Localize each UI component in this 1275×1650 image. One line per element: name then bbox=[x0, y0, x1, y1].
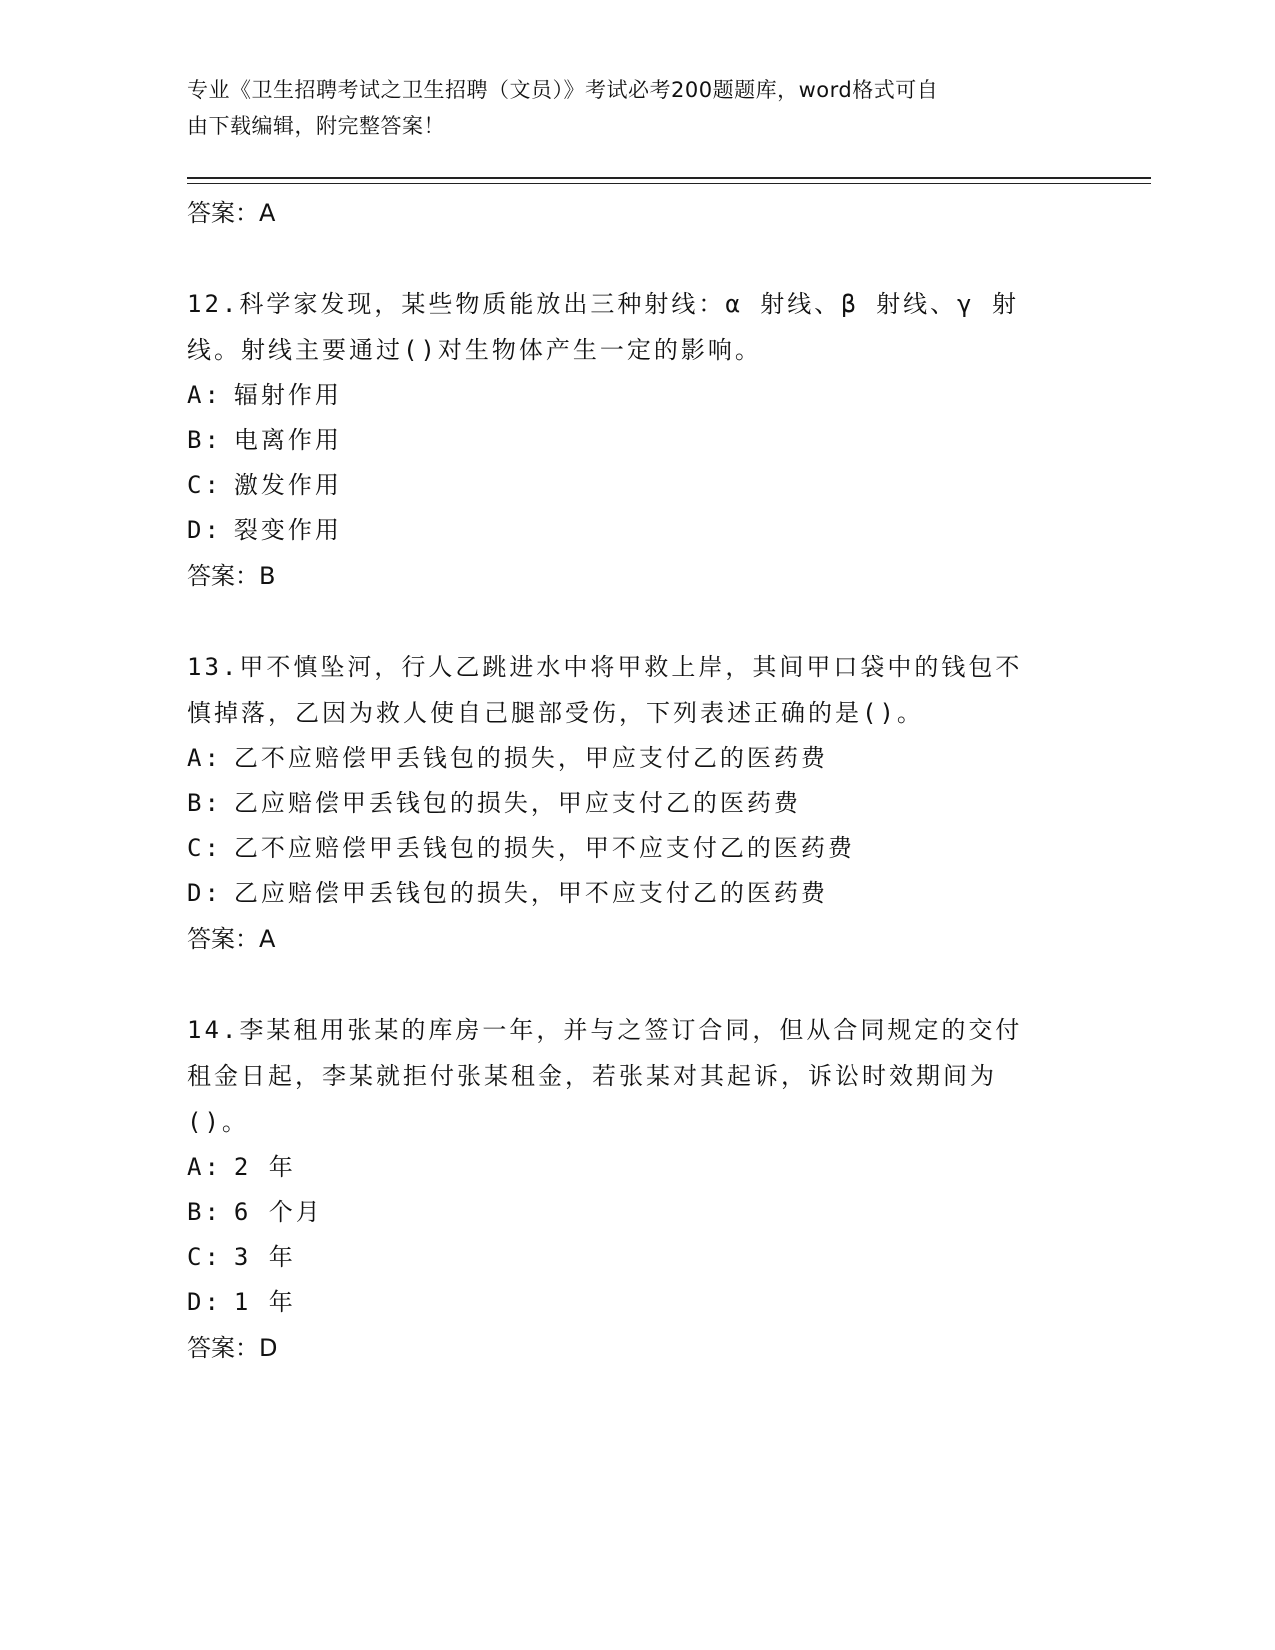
question-line: 租金日起，李某就拒付张某租金，若张某对其起诉，诉讼时效期间为 bbox=[187, 1062, 997, 1090]
question-line: 慎掉落，乙因为救人使自己腿部受伤，下列表述正确的是()。 bbox=[187, 699, 924, 727]
option-letter: A: bbox=[187, 381, 222, 409]
option-text: 激发作用 bbox=[233, 471, 342, 499]
question-text bbox=[187, 644, 1087, 736]
option-text: 电离作用 bbox=[233, 426, 342, 454]
header-line-1: 专业《卫生招聘考试之卫生招聘（文员）》考试必考200题题库，word格式可自 bbox=[187, 78, 939, 102]
option-text: 3 年 bbox=[233, 1243, 296, 1271]
option-d bbox=[187, 871, 1087, 916]
document-content bbox=[187, 190, 1087, 1371]
option-a bbox=[187, 736, 1087, 781]
question-12 bbox=[187, 281, 1087, 599]
option-a bbox=[187, 373, 1087, 418]
question-line: 14.李某租用张某的库房一年，并与之签订合同，但从合同规定的交付 bbox=[187, 1016, 1023, 1044]
option-letter: A: bbox=[187, 1153, 222, 1181]
option-text: 1 年 bbox=[233, 1288, 296, 1316]
option-d bbox=[187, 1280, 1087, 1325]
header-line-2: 由下载编辑，附完整答案！ bbox=[187, 114, 445, 138]
option-c bbox=[187, 1235, 1087, 1280]
question-text bbox=[187, 281, 1087, 373]
option-text: 裂变作用 bbox=[233, 516, 342, 544]
option-text: 乙应赔偿甲丢钱包的损失，甲应支付乙的医药费 bbox=[233, 789, 801, 817]
document-header bbox=[187, 72, 1067, 144]
option-b bbox=[187, 418, 1087, 463]
question-line: 线。射线主要通过()对生物体产生一定的影响。 bbox=[187, 336, 762, 364]
option-letter: B: bbox=[187, 426, 222, 454]
option-a bbox=[187, 1145, 1087, 1190]
answer: 答案：B bbox=[187, 562, 276, 590]
option-b bbox=[187, 1190, 1087, 1235]
option-letter: D: bbox=[187, 879, 222, 907]
question-text bbox=[187, 1007, 1087, 1145]
option-d bbox=[187, 508, 1087, 553]
question-13 bbox=[187, 644, 1087, 962]
option-text: 乙不应赔偿甲丢钱包的损失，甲不应支付乙的医药费 bbox=[233, 834, 855, 862]
option-letter: D: bbox=[187, 516, 222, 544]
option-text: 2 年 bbox=[233, 1153, 296, 1181]
question-line: 13.甲不慎坠河，行人乙跳进水中将甲救上岸，其间甲口袋中的钱包不 bbox=[187, 653, 1023, 681]
previous-answer: 答案：A bbox=[187, 199, 276, 227]
option-letter: B: bbox=[187, 1198, 222, 1226]
option-letter: D: bbox=[187, 1288, 222, 1316]
question-line: 12.科学家发现，某些物质能放出三种射线：α 射线、β 射线、γ 射 bbox=[187, 290, 1020, 318]
option-letter: C: bbox=[187, 834, 222, 862]
option-text: 乙不应赔偿甲丢钱包的损失，甲应支付乙的医药费 bbox=[233, 744, 828, 772]
option-c bbox=[187, 463, 1087, 508]
option-letter: C: bbox=[187, 1243, 222, 1271]
option-letter: C: bbox=[187, 471, 222, 499]
header-rule-thick bbox=[187, 177, 1151, 179]
answer: 答案：A bbox=[187, 925, 276, 953]
option-letter: B: bbox=[187, 789, 222, 817]
option-text: 乙应赔偿甲丢钱包的损失，甲不应支付乙的医药费 bbox=[233, 879, 828, 907]
option-b bbox=[187, 781, 1087, 826]
question-14 bbox=[187, 1007, 1087, 1371]
answer: 答案：D bbox=[187, 1334, 278, 1362]
option-letter: A: bbox=[187, 744, 222, 772]
option-text: 6 个月 bbox=[233, 1198, 323, 1226]
option-c bbox=[187, 826, 1087, 871]
question-line: ()。 bbox=[187, 1108, 249, 1136]
header-rule-thin bbox=[187, 183, 1151, 184]
option-text: 辐射作用 bbox=[233, 381, 342, 409]
